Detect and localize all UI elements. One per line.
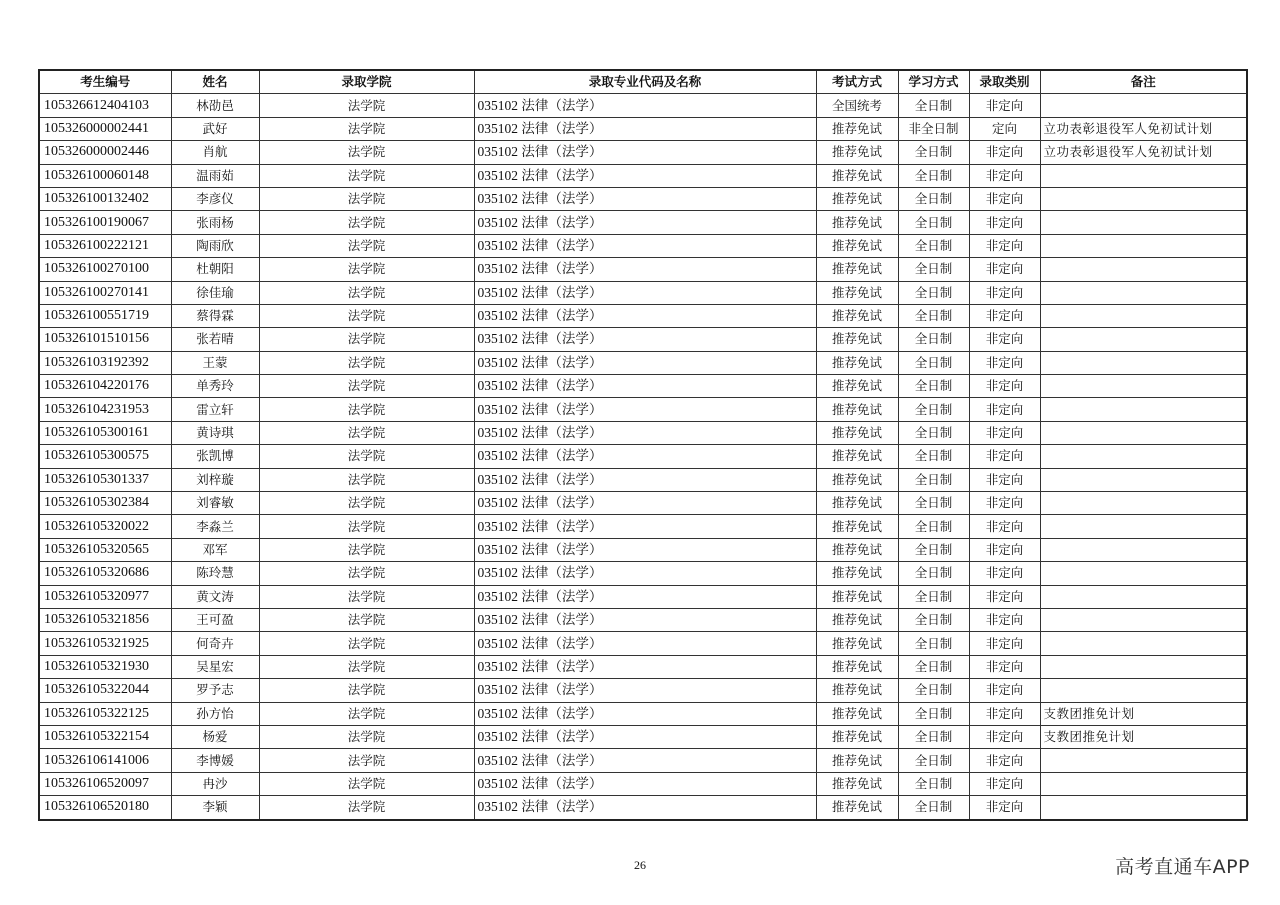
table-row bbox=[39, 421, 1247, 444]
cell-candidate-id: 105326000002441 bbox=[39, 117, 171, 140]
cell-name: 杜朝阳 bbox=[171, 258, 259, 281]
cell-candidate-id: 105326612404103 bbox=[39, 94, 171, 117]
cell-candidate-id: 105326105321856 bbox=[39, 608, 171, 631]
cell-category: 非定向 bbox=[969, 679, 1040, 702]
cell-study-mode: 全日制 bbox=[898, 164, 969, 187]
header-row bbox=[39, 70, 1247, 94]
cell-category: 非定向 bbox=[969, 281, 1040, 304]
cell-study-mode: 全日制 bbox=[898, 632, 969, 655]
cell-major: 035102 法律（法学） bbox=[474, 772, 816, 795]
cell-candidate-id: 105326105302384 bbox=[39, 492, 171, 515]
cell-remarks bbox=[1040, 304, 1247, 327]
cell-study-mode: 全日制 bbox=[898, 211, 969, 234]
table-row bbox=[39, 164, 1247, 187]
cell-study-mode: 全日制 bbox=[898, 725, 969, 748]
cell-major: 035102 法律（法学） bbox=[474, 258, 816, 281]
cell-major: 035102 法律（法学） bbox=[474, 141, 816, 164]
cell-name: 温雨茹 bbox=[171, 164, 259, 187]
cell-study-mode: 全日制 bbox=[898, 749, 969, 772]
table-row bbox=[39, 679, 1247, 702]
cell-study-mode: 全日制 bbox=[898, 796, 969, 820]
cell-study-mode: 全日制 bbox=[898, 702, 969, 725]
table-body bbox=[39, 94, 1247, 820]
cell-exam-type: 推荐免试 bbox=[816, 562, 898, 585]
cell-candidate-id: 105326100222121 bbox=[39, 234, 171, 257]
cell-remarks bbox=[1040, 679, 1247, 702]
cell-college: 法学院 bbox=[259, 679, 474, 702]
cell-candidate-id: 105326103192392 bbox=[39, 351, 171, 374]
cell-name: 张雨杨 bbox=[171, 211, 259, 234]
cell-college: 法学院 bbox=[259, 187, 474, 210]
cell-major: 035102 法律（法学） bbox=[474, 655, 816, 678]
table-row bbox=[39, 585, 1247, 608]
cell-major: 035102 法律（法学） bbox=[474, 351, 816, 374]
cell-college: 法学院 bbox=[259, 492, 474, 515]
cell-exam-type: 推荐免试 bbox=[816, 164, 898, 187]
cell-candidate-id: 105326101510156 bbox=[39, 328, 171, 351]
cell-exam-type: 推荐免试 bbox=[816, 375, 898, 398]
header-cell-remarks: 备注 bbox=[1040, 70, 1247, 94]
cell-remarks bbox=[1040, 421, 1247, 444]
cell-candidate-id: 105326105300575 bbox=[39, 445, 171, 468]
cell-remarks bbox=[1040, 492, 1247, 515]
cell-remarks bbox=[1040, 772, 1247, 795]
cell-exam-type: 推荐免试 bbox=[816, 585, 898, 608]
cell-name: 何奇卉 bbox=[171, 632, 259, 655]
cell-remarks: 支教团推免计划 bbox=[1040, 702, 1247, 725]
cell-candidate-id: 105326105301337 bbox=[39, 468, 171, 491]
cell-major: 035102 法律（法学） bbox=[474, 281, 816, 304]
cell-college: 法学院 bbox=[259, 211, 474, 234]
cell-college: 法学院 bbox=[259, 749, 474, 772]
cell-category: 非定向 bbox=[969, 632, 1040, 655]
cell-remarks bbox=[1040, 749, 1247, 772]
cell-study-mode: 全日制 bbox=[898, 608, 969, 631]
cell-major: 035102 法律（法学） bbox=[474, 632, 816, 655]
cell-category: 非定向 bbox=[969, 328, 1040, 351]
cell-study-mode: 全日制 bbox=[898, 585, 969, 608]
cell-college: 法学院 bbox=[259, 281, 474, 304]
cell-category: 非定向 bbox=[969, 211, 1040, 234]
cell-major: 035102 法律（法学） bbox=[474, 796, 816, 820]
cell-college: 法学院 bbox=[259, 94, 474, 117]
cell-exam-type: 推荐免试 bbox=[816, 749, 898, 772]
cell-candidate-id: 105326105321925 bbox=[39, 632, 171, 655]
cell-exam-type: 推荐免试 bbox=[816, 608, 898, 631]
cell-candidate-id: 105326105320686 bbox=[39, 562, 171, 585]
cell-candidate-id: 105326104231953 bbox=[39, 398, 171, 421]
cell-remarks bbox=[1040, 796, 1247, 820]
cell-candidate-id: 105326104220176 bbox=[39, 375, 171, 398]
cell-exam-type: 推荐免试 bbox=[816, 632, 898, 655]
cell-category: 非定向 bbox=[969, 515, 1040, 538]
cell-category: 非定向 bbox=[969, 164, 1040, 187]
cell-category: 非定向 bbox=[969, 702, 1040, 725]
table-row bbox=[39, 562, 1247, 585]
cell-remarks bbox=[1040, 328, 1247, 351]
cell-name: 杨爱 bbox=[171, 725, 259, 748]
table-row bbox=[39, 304, 1247, 327]
cell-major: 035102 法律（法学） bbox=[474, 608, 816, 631]
cell-name: 孙方怡 bbox=[171, 702, 259, 725]
cell-category: 非定向 bbox=[969, 585, 1040, 608]
table-row bbox=[39, 375, 1247, 398]
cell-remarks: 支教团推免计划 bbox=[1040, 725, 1247, 748]
cell-candidate-id: 105326100190067 bbox=[39, 211, 171, 234]
cell-exam-type: 推荐免试 bbox=[816, 655, 898, 678]
cell-college: 法学院 bbox=[259, 445, 474, 468]
table-row bbox=[39, 94, 1247, 117]
cell-name: 陈玲慧 bbox=[171, 562, 259, 585]
cell-name: 黄文涛 bbox=[171, 585, 259, 608]
cell-remarks bbox=[1040, 655, 1247, 678]
table-row bbox=[39, 702, 1247, 725]
cell-name: 王可盈 bbox=[171, 608, 259, 631]
table-row bbox=[39, 211, 1247, 234]
table-row bbox=[39, 141, 1247, 164]
cell-candidate-id: 105326105322154 bbox=[39, 725, 171, 748]
cell-exam-type: 推荐免试 bbox=[816, 211, 898, 234]
cell-name: 罗予志 bbox=[171, 679, 259, 702]
cell-name: 陶雨欣 bbox=[171, 234, 259, 257]
cell-category: 非定向 bbox=[969, 304, 1040, 327]
cell-remarks: 立功表彰退役军人免初试计划 bbox=[1040, 117, 1247, 140]
cell-remarks bbox=[1040, 187, 1247, 210]
cell-category: 非定向 bbox=[969, 562, 1040, 585]
table-row bbox=[39, 328, 1247, 351]
cell-exam-type: 推荐免试 bbox=[816, 796, 898, 820]
cell-remarks bbox=[1040, 258, 1247, 281]
table-row bbox=[39, 655, 1247, 678]
cell-college: 法学院 bbox=[259, 328, 474, 351]
cell-candidate-id: 105326106141006 bbox=[39, 749, 171, 772]
cell-major: 035102 法律（法学） bbox=[474, 749, 816, 772]
table-row bbox=[39, 772, 1247, 795]
cell-category: 非定向 bbox=[969, 655, 1040, 678]
cell-exam-type: 推荐免试 bbox=[816, 187, 898, 210]
cell-exam-type: 推荐免试 bbox=[816, 328, 898, 351]
header-cell-name: 姓名 bbox=[171, 70, 259, 94]
cell-exam-type: 推荐免试 bbox=[816, 141, 898, 164]
cell-remarks bbox=[1040, 538, 1247, 561]
cell-study-mode: 全日制 bbox=[898, 538, 969, 561]
cell-name: 李颖 bbox=[171, 796, 259, 820]
cell-category: 非定向 bbox=[969, 94, 1040, 117]
cell-remarks bbox=[1040, 351, 1247, 374]
cell-name: 李淼兰 bbox=[171, 515, 259, 538]
cell-exam-type: 推荐免试 bbox=[816, 117, 898, 140]
cell-study-mode: 全日制 bbox=[898, 258, 969, 281]
cell-name: 邓军 bbox=[171, 538, 259, 561]
cell-exam-type: 推荐免试 bbox=[816, 445, 898, 468]
cell-major: 035102 法律（法学） bbox=[474, 515, 816, 538]
cell-category: 非定向 bbox=[969, 772, 1040, 795]
cell-major: 035102 法律（法学） bbox=[474, 187, 816, 210]
cell-college: 法学院 bbox=[259, 538, 474, 561]
cell-remarks bbox=[1040, 281, 1247, 304]
cell-name: 武好 bbox=[171, 117, 259, 140]
table-row bbox=[39, 492, 1247, 515]
cell-category: 非定向 bbox=[969, 538, 1040, 561]
cell-exam-type: 推荐免试 bbox=[816, 772, 898, 795]
cell-remarks bbox=[1040, 211, 1247, 234]
cell-exam-type: 推荐免试 bbox=[816, 351, 898, 374]
cell-college: 法学院 bbox=[259, 796, 474, 820]
cell-study-mode: 全日制 bbox=[898, 421, 969, 444]
header-cell-category: 录取类别 bbox=[969, 70, 1040, 94]
cell-remarks bbox=[1040, 94, 1247, 117]
cell-exam-type: 推荐免试 bbox=[816, 538, 898, 561]
cell-college: 法学院 bbox=[259, 351, 474, 374]
cell-study-mode: 全日制 bbox=[898, 398, 969, 421]
cell-major: 035102 法律（法学） bbox=[474, 164, 816, 187]
cell-candidate-id: 105326105322044 bbox=[39, 679, 171, 702]
table-row bbox=[39, 281, 1247, 304]
table-row bbox=[39, 258, 1247, 281]
cell-name: 单秀玲 bbox=[171, 375, 259, 398]
cell-category: 非定向 bbox=[969, 725, 1040, 748]
cell-name: 徐佳瑜 bbox=[171, 281, 259, 304]
table-row bbox=[39, 538, 1247, 561]
cell-name: 张凯博 bbox=[171, 445, 259, 468]
cell-college: 法学院 bbox=[259, 117, 474, 140]
cell-category: 非定向 bbox=[969, 187, 1040, 210]
cell-name: 李彦仪 bbox=[171, 187, 259, 210]
cell-candidate-id: 105326105322125 bbox=[39, 702, 171, 725]
cell-major: 035102 法律（法学） bbox=[474, 234, 816, 257]
cell-candidate-id: 105326100551719 bbox=[39, 304, 171, 327]
cell-name: 黄诗琪 bbox=[171, 421, 259, 444]
table-row bbox=[39, 468, 1247, 491]
cell-remarks bbox=[1040, 585, 1247, 608]
cell-college: 法学院 bbox=[259, 655, 474, 678]
cell-exam-type: 推荐免试 bbox=[816, 515, 898, 538]
cell-category: 非定向 bbox=[969, 351, 1040, 374]
cell-name: 刘睿敏 bbox=[171, 492, 259, 515]
table-row bbox=[39, 351, 1247, 374]
cell-college: 法学院 bbox=[259, 702, 474, 725]
cell-category: 非定向 bbox=[969, 608, 1040, 631]
cell-candidate-id: 105326106520097 bbox=[39, 772, 171, 795]
cell-name: 刘梓璇 bbox=[171, 468, 259, 491]
cell-college: 法学院 bbox=[259, 585, 474, 608]
cell-study-mode: 全日制 bbox=[898, 562, 969, 585]
cell-name: 吴星宏 bbox=[171, 655, 259, 678]
cell-category: 定向 bbox=[969, 117, 1040, 140]
cell-major: 035102 法律（法学） bbox=[474, 702, 816, 725]
table-row bbox=[39, 725, 1247, 748]
table-header bbox=[39, 70, 1247, 94]
cell-study-mode: 非全日制 bbox=[898, 117, 969, 140]
cell-remarks bbox=[1040, 398, 1247, 421]
table-row bbox=[39, 749, 1247, 772]
cell-exam-type: 推荐免试 bbox=[816, 468, 898, 491]
table-row bbox=[39, 445, 1247, 468]
table-row bbox=[39, 117, 1247, 140]
cell-name: 李博媛 bbox=[171, 749, 259, 772]
cell-exam-type: 全国统考 bbox=[816, 94, 898, 117]
cell-major: 035102 法律（法学） bbox=[474, 492, 816, 515]
cell-college: 法学院 bbox=[259, 164, 474, 187]
page-number: 26 bbox=[634, 858, 646, 872]
cell-study-mode: 全日制 bbox=[898, 304, 969, 327]
header-cell-college: 录取学院 bbox=[259, 70, 474, 94]
watermark-text: 高考直通车APP bbox=[1115, 856, 1250, 878]
cell-category: 非定向 bbox=[969, 398, 1040, 421]
cell-study-mode: 全日制 bbox=[898, 141, 969, 164]
cell-remarks bbox=[1040, 632, 1247, 655]
cell-major: 035102 法律（法学） bbox=[474, 562, 816, 585]
cell-study-mode: 全日制 bbox=[898, 281, 969, 304]
cell-college: 法学院 bbox=[259, 398, 474, 421]
cell-study-mode: 全日制 bbox=[898, 328, 969, 351]
cell-major: 035102 法律（法学） bbox=[474, 211, 816, 234]
cell-major: 035102 法律（法学） bbox=[474, 468, 816, 491]
table-row bbox=[39, 608, 1247, 631]
cell-exam-type: 推荐免试 bbox=[816, 492, 898, 515]
cell-candidate-id: 105326105320565 bbox=[39, 538, 171, 561]
cell-exam-type: 推荐免试 bbox=[816, 679, 898, 702]
table-row bbox=[39, 796, 1247, 820]
admission-table bbox=[38, 69, 1248, 821]
cell-category: 非定向 bbox=[969, 749, 1040, 772]
cell-remarks bbox=[1040, 164, 1247, 187]
cell-name: 蔡得霖 bbox=[171, 304, 259, 327]
header-cell-study-mode: 学习方式 bbox=[898, 70, 969, 94]
cell-college: 法学院 bbox=[259, 234, 474, 257]
cell-study-mode: 全日制 bbox=[898, 468, 969, 491]
cell-major: 035102 法律（法学） bbox=[474, 421, 816, 444]
cell-exam-type: 推荐免试 bbox=[816, 725, 898, 748]
cell-exam-type: 推荐免试 bbox=[816, 304, 898, 327]
cell-candidate-id: 105326100132402 bbox=[39, 187, 171, 210]
cell-major: 035102 法律（法学） bbox=[474, 585, 816, 608]
cell-category: 非定向 bbox=[969, 492, 1040, 515]
cell-category: 非定向 bbox=[969, 258, 1040, 281]
cell-study-mode: 全日制 bbox=[898, 515, 969, 538]
header-cell-major: 录取专业代码及名称 bbox=[474, 70, 816, 94]
cell-exam-type: 推荐免试 bbox=[816, 398, 898, 421]
cell-major: 035102 法律（法学） bbox=[474, 398, 816, 421]
cell-major: 035102 法律（法学） bbox=[474, 304, 816, 327]
cell-category: 非定向 bbox=[969, 468, 1040, 491]
cell-name: 冉沙 bbox=[171, 772, 259, 795]
cell-category: 非定向 bbox=[969, 234, 1040, 257]
cell-remarks bbox=[1040, 234, 1247, 257]
cell-college: 法学院 bbox=[259, 141, 474, 164]
cell-exam-type: 推荐免试 bbox=[816, 258, 898, 281]
cell-exam-type: 推荐免试 bbox=[816, 421, 898, 444]
cell-category: 非定向 bbox=[969, 141, 1040, 164]
cell-name: 林劭邑 bbox=[171, 94, 259, 117]
cell-college: 法学院 bbox=[259, 304, 474, 327]
cell-college: 法学院 bbox=[259, 772, 474, 795]
cell-college: 法学院 bbox=[259, 375, 474, 398]
cell-college: 法学院 bbox=[259, 258, 474, 281]
cell-study-mode: 全日制 bbox=[898, 375, 969, 398]
cell-candidate-id: 105326106520180 bbox=[39, 796, 171, 820]
cell-college: 法学院 bbox=[259, 515, 474, 538]
cell-study-mode: 全日制 bbox=[898, 351, 969, 374]
table-row bbox=[39, 632, 1247, 655]
cell-category: 非定向 bbox=[969, 796, 1040, 820]
cell-remarks bbox=[1040, 468, 1247, 491]
cell-candidate-id: 105326000002446 bbox=[39, 141, 171, 164]
cell-study-mode: 全日制 bbox=[898, 234, 969, 257]
cell-exam-type: 推荐免试 bbox=[816, 281, 898, 304]
cell-major: 035102 法律（法学） bbox=[474, 117, 816, 140]
cell-major: 035102 法律（法学） bbox=[474, 679, 816, 702]
cell-study-mode: 全日制 bbox=[898, 445, 969, 468]
cell-major: 035102 法律（法学） bbox=[474, 375, 816, 398]
cell-remarks bbox=[1040, 562, 1247, 585]
table-row bbox=[39, 515, 1247, 538]
table-row bbox=[39, 398, 1247, 421]
cell-candidate-id: 105326105321930 bbox=[39, 655, 171, 678]
cell-remarks: 立功表彰退役军人免初试计划 bbox=[1040, 141, 1247, 164]
cell-remarks bbox=[1040, 445, 1247, 468]
cell-college: 法学院 bbox=[259, 468, 474, 491]
cell-remarks bbox=[1040, 608, 1247, 631]
cell-candidate-id: 105326105320022 bbox=[39, 515, 171, 538]
cell-exam-type: 推荐免试 bbox=[816, 234, 898, 257]
cell-study-mode: 全日制 bbox=[898, 772, 969, 795]
cell-major: 035102 法律（法学） bbox=[474, 725, 816, 748]
header-cell-exam-type: 考试方式 bbox=[816, 70, 898, 94]
cell-candidate-id: 105326100270141 bbox=[39, 281, 171, 304]
cell-major: 035102 法律（法学） bbox=[474, 445, 816, 468]
cell-college: 法学院 bbox=[259, 421, 474, 444]
table-row bbox=[39, 234, 1247, 257]
cell-study-mode: 全日制 bbox=[898, 492, 969, 515]
cell-college: 法学院 bbox=[259, 562, 474, 585]
cell-category: 非定向 bbox=[969, 375, 1040, 398]
cell-major: 035102 法律（法学） bbox=[474, 94, 816, 117]
cell-category: 非定向 bbox=[969, 421, 1040, 444]
cell-study-mode: 全日制 bbox=[898, 679, 969, 702]
cell-study-mode: 全日制 bbox=[898, 187, 969, 210]
cell-category: 非定向 bbox=[969, 445, 1040, 468]
cell-candidate-id: 105326105320977 bbox=[39, 585, 171, 608]
table-row bbox=[39, 187, 1247, 210]
cell-college: 法学院 bbox=[259, 725, 474, 748]
cell-major: 035102 法律（法学） bbox=[474, 328, 816, 351]
cell-major: 035102 法律（法学） bbox=[474, 538, 816, 561]
cell-name: 雷立轩 bbox=[171, 398, 259, 421]
cell-college: 法学院 bbox=[259, 632, 474, 655]
cell-candidate-id: 105326100060148 bbox=[39, 164, 171, 187]
cell-candidate-id: 105326100270100 bbox=[39, 258, 171, 281]
cell-study-mode: 全日制 bbox=[898, 655, 969, 678]
cell-college: 法学院 bbox=[259, 608, 474, 631]
header-cell-id: 考生编号 bbox=[39, 70, 171, 94]
cell-remarks bbox=[1040, 375, 1247, 398]
cell-name: 王蒙 bbox=[171, 351, 259, 374]
cell-remarks bbox=[1040, 515, 1247, 538]
cell-study-mode: 全日制 bbox=[898, 94, 969, 117]
cell-candidate-id: 105326105300161 bbox=[39, 421, 171, 444]
cell-name: 张若晴 bbox=[171, 328, 259, 351]
cell-exam-type: 推荐免试 bbox=[816, 702, 898, 725]
cell-name: 肖航 bbox=[171, 141, 259, 164]
